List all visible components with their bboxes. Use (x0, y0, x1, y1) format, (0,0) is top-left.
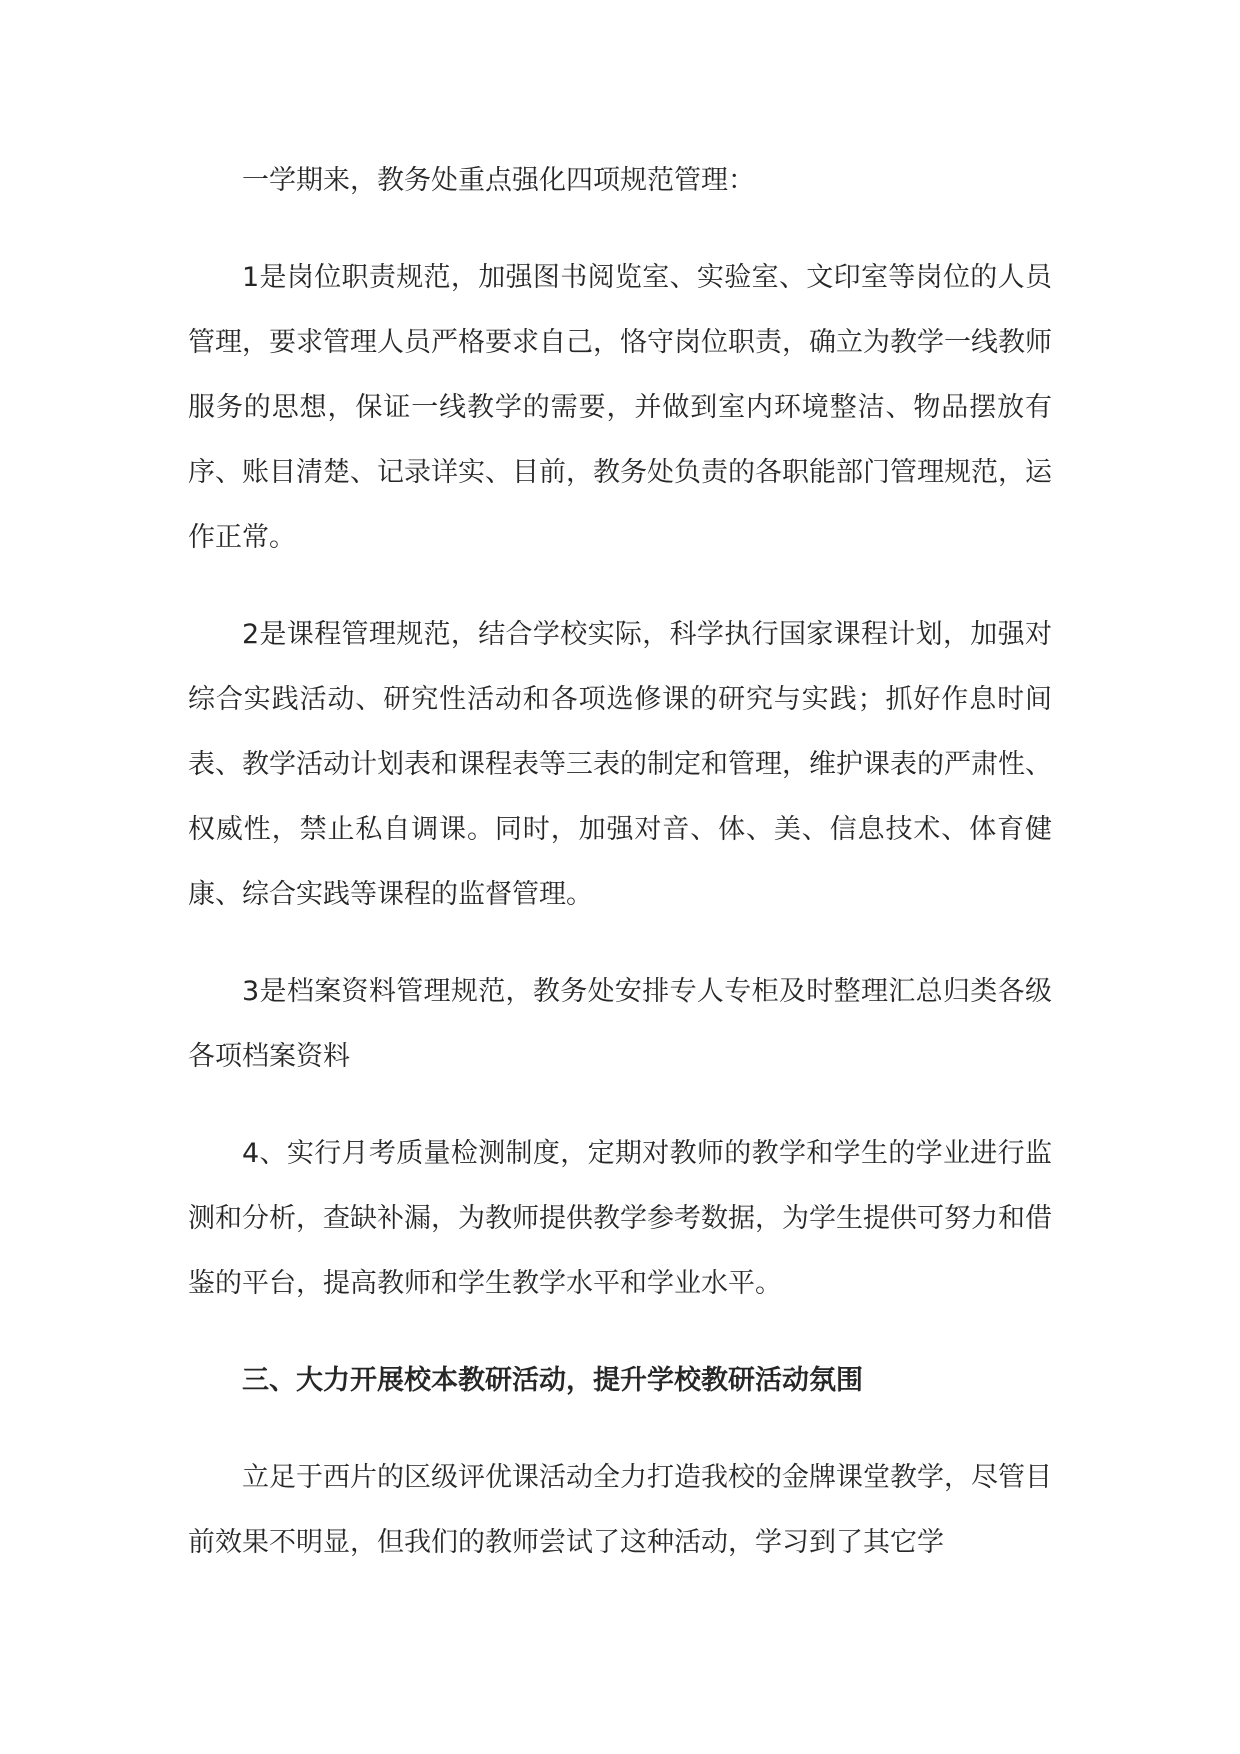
paragraph-item-1: 1是岗位职责规范，加强图书阅览室、实验室、文印室等岗位的人员管理，要求管理人员严格要求自己，恪守岗位职责，确立为教学一线教师服务的思想，保证一线教学的需要，并做到室内环境整洁、物品摆放有序、账目清楚、记录详实、目前，教务处负责的各职能部门管理规范，运作正常。 (188, 262, 1052, 553)
paragraph-item-2: 2是课程管理规范，结合学校实际，科学执行国家课程计划，加强对综合实践活动、研究性活动和各项选修课的研究与实践；抓好作息时间表、教学活动计划表和课程表等三表的制定和管理，维护课表的严肃性、权威性，禁止私自调课。同时，加强对音、体、美、信息技术、体育健康、综合实践等课程的监督管理。 (188, 619, 1052, 910)
document-page (188, 148, 1052, 1607)
paragraph-item-4: 4、实行月考质量检测制度，定期对教师的教学和学生的学业进行监测和分析，查缺补漏，为教师提供教学参考数据，为学生提供可努力和借鉴的平台，提高教师和学生教学水平和学业水平。 (188, 1138, 1052, 1299)
section-heading: 三、大力开展校本教研活动，提升学校教研活动氛围 (242, 1365, 863, 1396)
paragraph-intro: 一学期来，教务处重点强化四项规范管理： (242, 165, 755, 196)
paragraph-item-3: 3是档案资料管理规范，教务处安排专人专柜及时整理汇总归类各级各项档案资料 (188, 976, 1052, 1072)
paragraph-body: 立足于西片的区级评优课活动全力打造我校的金牌课堂教学，尽管目前效果不明显，但我们的教师尝试了这种活动，学习到了其它学 (188, 1462, 1052, 1558)
